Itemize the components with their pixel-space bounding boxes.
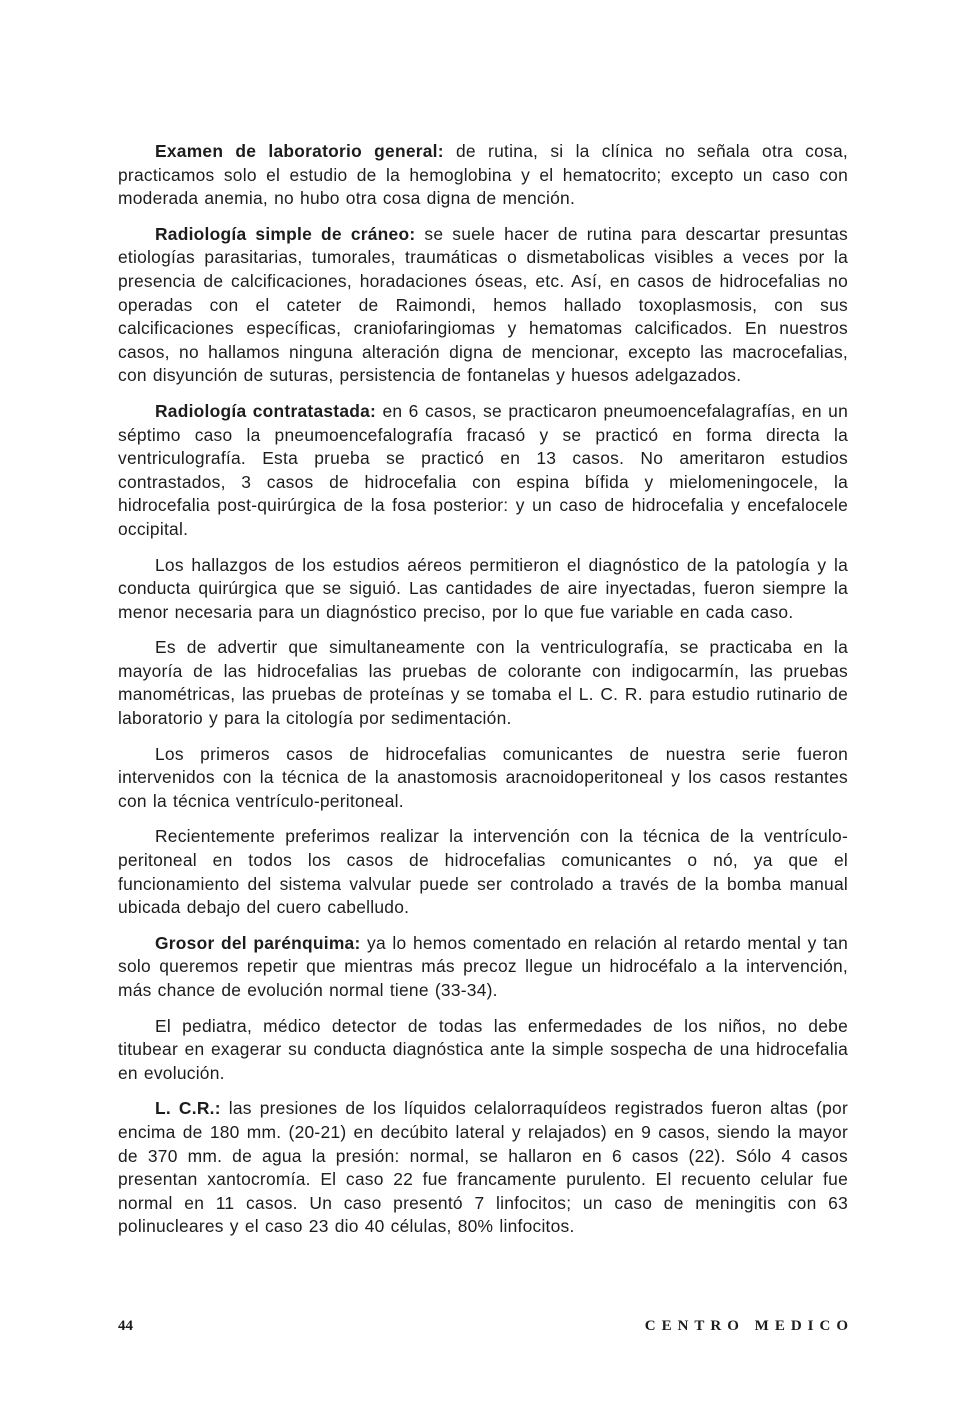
paragraph-lcr [118,1097,848,1239]
paragraph-lead: Grosor del parénquima: [155,932,361,953]
paragraph-recientemente [118,825,848,919]
paragraph-text: Recientemente preferimos realizar la intervención con la técnica de la ventrículo-peritoneal en todos los casos de hidrocefalias comunicantes o nó, ya que el funcionamiento del sistema valvular puede ser controlado a través de la bomba manual ubicada debajo del cuero cabelludo. [118,826,848,918]
paragraph-pediatra [118,1015,848,1086]
paragraph-grosor [118,932,848,1003]
running-head: CENTRO MEDICO [644,1318,854,1334]
paragraph-primeros-casos [118,743,848,814]
paragraph-lead: Radiología contratastada: [155,400,377,421]
paragraph-text: Es de advertir que simultaneamente con la ventriculografía, se practicaba en la mayoría de las hidrocefalias las pruebas de colorante con indigocarmín, las pruebas manométricas, las pruebas de proteínas y se tomaba el L. C. R. para estudio rutinario de laboratorio y para la citología por sedimentación. [118,637,848,729]
page-number: 44 [118,1318,133,1334]
article-body [118,140,848,1239]
paragraph-radiologia-contrastada [118,400,848,542]
paragraph-laboratorio [118,140,848,211]
page-footer [118,1318,854,1342]
paragraph-advertencia [118,636,848,730]
paragraph-hallazgos [118,554,848,625]
paragraph-lead: Examen de laboratorio general: [155,141,444,161]
paragraph-text: se suele hacer de rutina para descartar presuntas etiologías parasitarias, tumorales, traumáticas o dismetabolicas visibles a veces por la presencia de calcificaciones, horadaciones óseas, etc. Así, en casos de hidrocefalias no operadas con el cateter de Raimondi, hemos hallado toxoplasmosis, con sus calcificaciones específicas, craniofaringiomas y hematomas calcificados. En nuestros casos, no hallamos ninguna alteración digna de mencionar, excepto las macrocefalias, con disyunción de suturas, persistencia de fontanelas y huesos adelgazados. [118,223,848,386]
paragraph-lead: Radiología simple de cráneo: [155,223,416,244]
paragraph-text: Los hallazgos de los estudios aéreos permitieron el diagnóstico de la patología y la conducta quirúrgica que se siguió. Las cantidades de aire inyectadas, fueron siempre la menor necesaria para un diagnóstico preciso, por lo que fue variable en cada caso. [118,554,848,622]
paragraph-text: las presiones de los líquidos celalorraquídeos registrados fueron altas (por encima de 180 mm. (20-21) en decúbito lateral y relajados) en 9 casos, siendo la mayor de 370 mm. de agua la presión: normal, se hallaron en 6 casos (22). Sólo 4 casos presentan xantocromía. El caso 22 fue francamente purulento. El recuento celular fue normal en 11 casos. Un caso presentó 7 linfocitos; un caso de meningitis con 63 polinucleares y el caso 23 dio 40 células, 80% linfocitos. [118,1098,849,1237]
paragraph-radiologia-simple [118,223,848,388]
paragraph-text: Los primeros casos de hidrocefalias comunicantes de nuestra serie fueron intervenidos con la técnica de la anastomosis aracnoidoperitoneal y los casos restantes con la técnica ventrículo-peritoneal. [118,743,848,811]
paragraph-text: de rutina, si la clínica no señala otra cosa, practicamos solo el estudio de la hemoglobina y el hematocrito; excepto un caso con moderada anemia, no hubo otra cosa digna de mención. [118,141,848,209]
paragraph-text: ya lo hemos comentado en relación al retardo mental y tan solo queremos repetir que mientras más precoz llegue un hidrocéfalo a la intervención, más chance de evolución normal tiene (33-34). [118,932,848,1000]
paragraph-lead: L. C.R.: [155,1098,221,1119]
paragraph-text: El pediatra, médico detector de todas las enfermedades de los niños, no debe titubear en exagerar su conducta diagnóstica ante la simple sospecha de una hidrocefalia en evolución. [118,1015,848,1083]
paragraph-text: en 6 casos, se practicaron pneumoencefalagrafías, en un séptimo caso la pneumoencefalografía fracasó y se practicó en forma directa la ventriculografía. Esta prueba se practicó en 13 casos. No ameritaron estudios contrastados, 3 casos de hidrocefalia con espina bífida y mielomeningocele, la hidrocefalia post-quirúrgica de la fosa posterior: y un caso de hidrocefalia y encefalocele occipital. [118,400,848,539]
